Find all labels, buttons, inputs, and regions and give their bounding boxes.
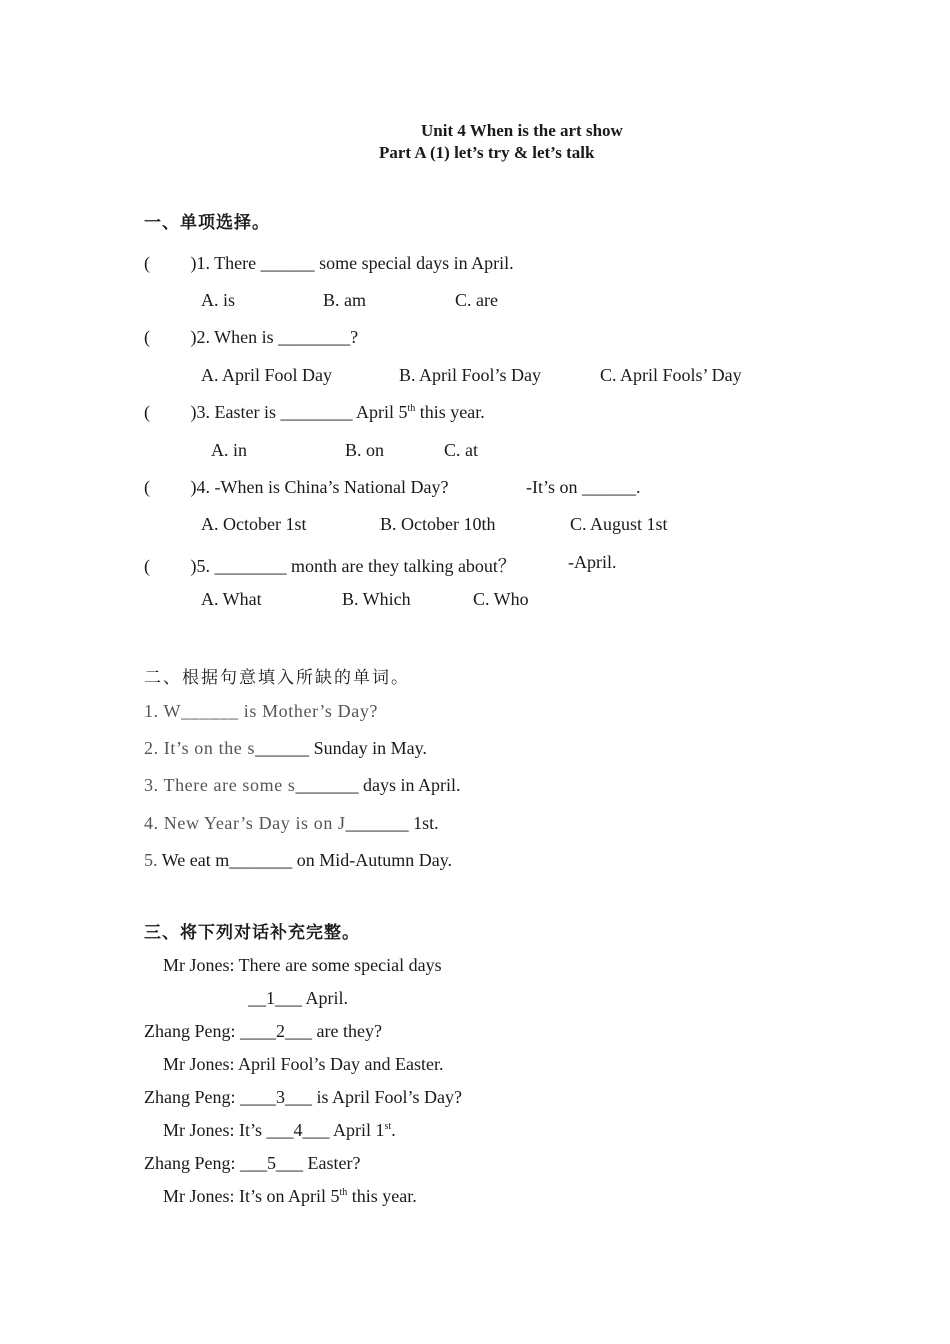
dialogue-8-superscript: th xyxy=(339,1187,348,1198)
question-1: ( )1. There ______ some special days in April. xyxy=(144,253,514,273)
q1-option-a: A. is xyxy=(201,290,236,310)
q3-option-c: C. at xyxy=(444,440,478,460)
q3-option-b: B. on xyxy=(345,440,385,460)
dialogue-6-superscript: st xyxy=(384,1121,392,1132)
fill-5-text: We eat m_______ on Mid-Autumn Day. xyxy=(161,850,453,870)
fill-item-2 xyxy=(144,738,427,759)
question-2: ( )2. When is ________? xyxy=(144,327,359,347)
dialogue-line-5: Zhang Peng: ____3___ is April Fool’s Day? xyxy=(144,1087,462,1107)
fill-item-4 xyxy=(144,813,439,834)
q3-superscript: th xyxy=(407,403,416,414)
dialogue-line-8 xyxy=(163,1186,417,1207)
dialogue-line-4: Mr Jones: April Fool’s Day and Easter. xyxy=(163,1054,444,1074)
fill-item-3 xyxy=(144,775,461,796)
fill-3-text-b: _______ days in April. xyxy=(295,775,461,795)
q1-option-c: C. are xyxy=(455,290,498,310)
question-5: ( )5. ________ month are they talking about？ xyxy=(144,556,516,576)
fill-5-number: 5. xyxy=(144,850,162,870)
q1-option-b: B. am xyxy=(323,290,366,310)
fill-4-text-a: 4. New Year’s Day is on J xyxy=(144,813,346,833)
dialogue-line-7: Zhang Peng: ___5___ Easter? xyxy=(144,1153,361,1173)
q4-answer: -It’s on ______. xyxy=(526,477,641,497)
q2-option-b: B. April Fool’s Day xyxy=(399,365,542,385)
q4-option-c: C. August 1st xyxy=(570,514,668,534)
question-3 xyxy=(144,402,485,423)
dialogue-line-1: Mr Jones: There are some special days xyxy=(163,955,442,975)
q3-stem-part-b: this year. xyxy=(415,402,485,422)
dialogue-line-6 xyxy=(163,1120,396,1141)
question-4: ( )4. -When is China’s National Day? xyxy=(144,477,449,497)
q5-answer: -April. xyxy=(568,552,617,572)
section-heading-dialogue: 三、将下列对话补充完整。 xyxy=(144,923,360,943)
q3-option-a: A. in xyxy=(211,440,247,460)
page-title: Unit 4 When is the art show xyxy=(421,121,623,140)
q3-stem-part-a: ( )3. Easter is ________ April 5 xyxy=(144,402,408,422)
fill-2-text-a: 2. It’s on the s xyxy=(144,738,256,758)
q4-option-b: B. October 10th xyxy=(380,514,496,534)
page-subtitle: Part A (1) let’s try & let’s talk xyxy=(379,143,595,162)
q2-option-a: A. April Fool Day xyxy=(201,365,333,385)
dialogue-6-text-b: . xyxy=(391,1120,396,1140)
q5-option-c: C. Who xyxy=(473,589,529,609)
q5-option-a: A. What xyxy=(201,589,262,609)
section-heading-choice: 一、单项选择。 xyxy=(144,213,270,233)
dialogue-8-text-a: Mr Jones: It’s on April 5 xyxy=(163,1186,340,1206)
fill-item-5 xyxy=(144,850,452,871)
fill-3-text-a: 3. There are some s xyxy=(144,775,296,795)
fill-4-text-b: _______ 1st. xyxy=(345,813,439,833)
section-heading-fill: 二、根据句意填入所缺的单词。 xyxy=(144,668,410,688)
fill-1-text: 1. W______ is Mother’s Day? xyxy=(144,701,379,721)
fill-2-text-b: ______ Sunday in May. xyxy=(255,738,427,758)
q5-option-b: B. Which xyxy=(342,589,411,609)
q2-option-c: C. April Fools’ Day xyxy=(600,365,742,385)
fill-item-1 xyxy=(144,701,378,722)
q4-option-a: A. October 1st xyxy=(201,514,307,534)
dialogue-6-text-a: Mr Jones: It’s ___4___ April 1 xyxy=(163,1120,385,1140)
dialogue-line-3: Zhang Peng: ____2___ are they? xyxy=(144,1021,382,1041)
dialogue-8-text-b: this year. xyxy=(347,1186,417,1206)
dialogue-line-2: __1___ April. xyxy=(248,988,349,1008)
